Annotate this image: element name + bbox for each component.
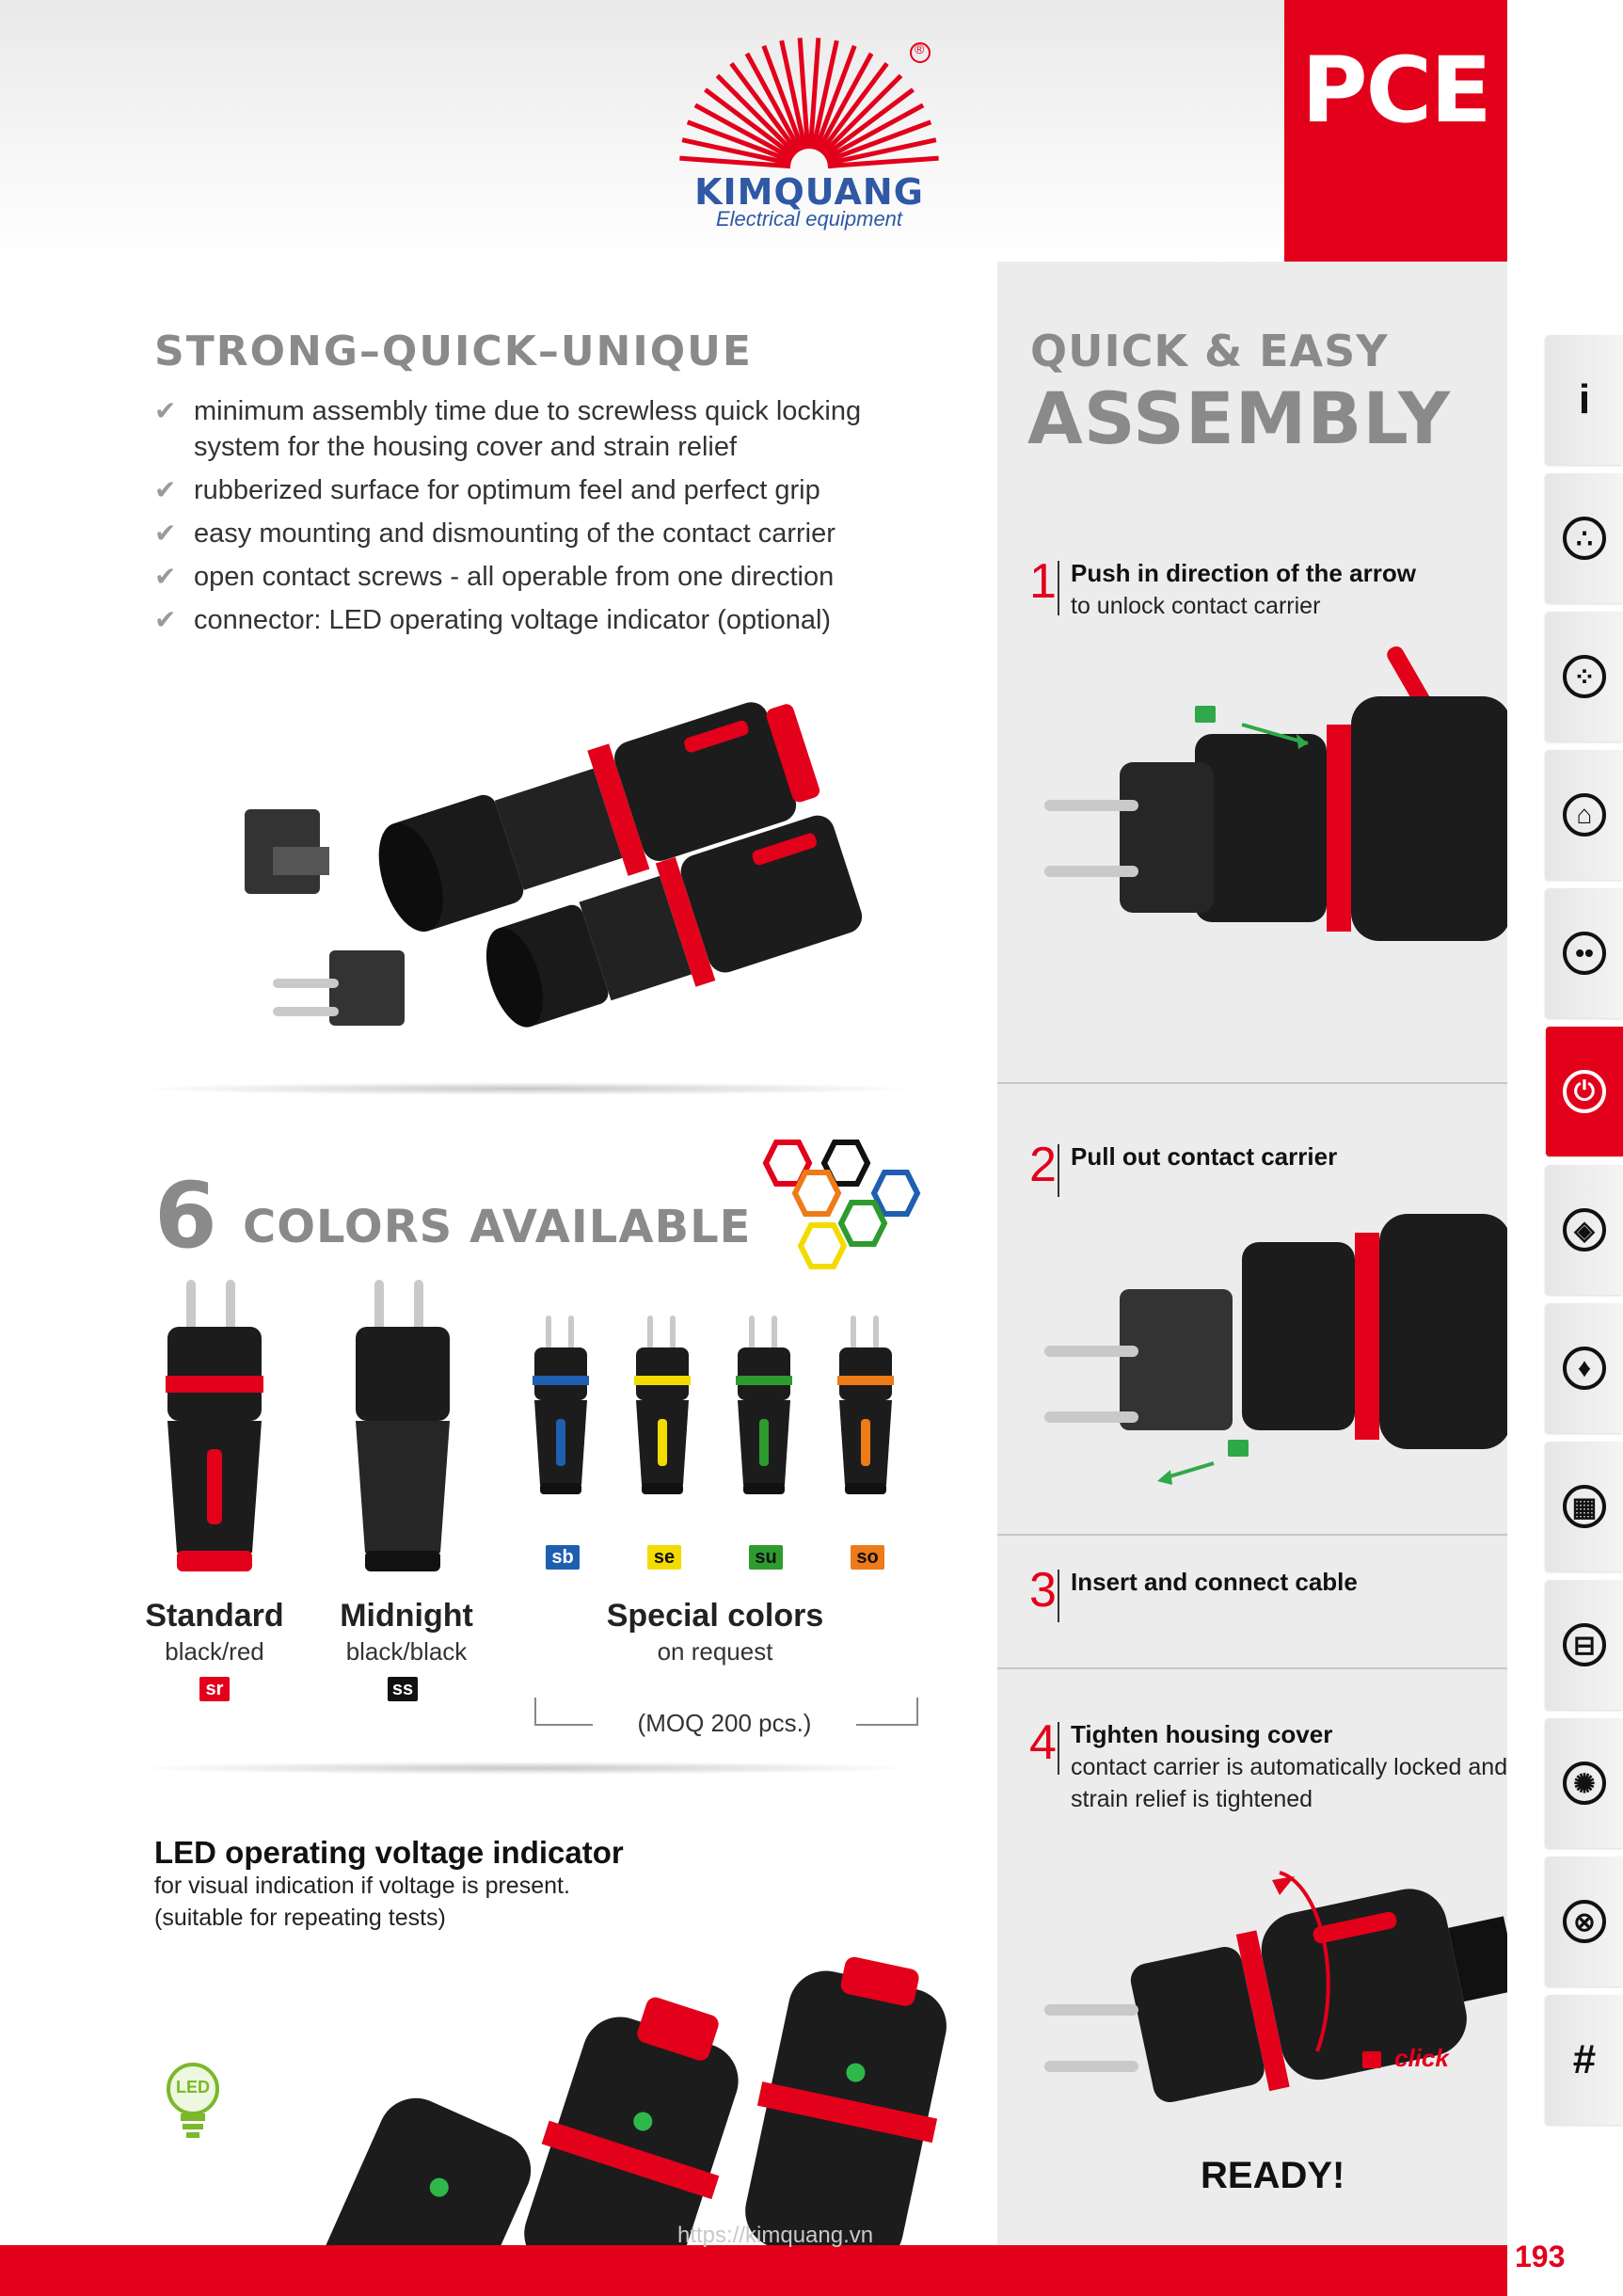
- brand-name: KIMQUANG: [694, 171, 924, 213]
- step-1-number: 1: [1029, 554, 1057, 609]
- step-4-text2: strain relief is tightened: [1071, 1786, 1313, 1812]
- feature-item: ✔ rubberized surface for optimum feel and perfect grip: [151, 472, 922, 508]
- step-1-bar: [1058, 561, 1059, 615]
- lightbulb-icon: ✺: [1563, 1762, 1606, 1805]
- code-sb: sb: [546, 1545, 580, 1570]
- color-hexagons-icon: [753, 1139, 950, 1270]
- step-2-image: [1026, 1204, 1507, 1515]
- sunburst-ray: [822, 75, 900, 153]
- assembly-title-big: ASSEMBLY: [1027, 376, 1451, 460]
- led-title: LED operating voltage indicator: [154, 1835, 624, 1870]
- schuko-socket-icon: ••: [1563, 932, 1606, 975]
- special-sub: on request: [657, 1637, 773, 1666]
- side-tab-schuko-socket[interactable]: [1546, 888, 1623, 1018]
- features-list: [151, 393, 922, 646]
- special-color-plugs-image: [527, 1315, 922, 1523]
- special-plug-se: [634, 1315, 691, 1494]
- side-tab-info[interactable]: [1546, 335, 1623, 465]
- step-divider: [997, 1534, 1507, 1536]
- features-title: STRONG–QUICK–UNIQUE: [154, 327, 753, 375]
- colors-count: 6: [154, 1163, 217, 1268]
- robot-icon: ⊗: [1563, 1900, 1606, 1943]
- step-4-text1: contact carrier is automatically locked and: [1071, 1754, 1508, 1780]
- kimquang-logo-sunburst: [668, 36, 950, 177]
- side-tab-lightbulb[interactable]: [1546, 1718, 1623, 1848]
- midnight-label: Midnight: [340, 1598, 473, 1634]
- feature-item: ✔ open contact screws - all operable from one direction: [151, 559, 922, 595]
- code-sr: sr: [199, 1677, 230, 1701]
- side-tab-shield-plug[interactable]: [1546, 1165, 1623, 1295]
- step-1-text: to unlock contact carrier: [1071, 593, 1321, 619]
- step-3-bar: [1058, 1570, 1059, 1622]
- step-1-title: Push in direction of the arrow: [1071, 559, 1416, 587]
- step-divider: [997, 1082, 1507, 1084]
- code-su: su: [749, 1545, 783, 1570]
- step-divider: [997, 1667, 1507, 1669]
- special-plug-sb: [533, 1315, 589, 1494]
- code-se: se: [647, 1545, 681, 1570]
- industrial-socket-icon: ⁘: [1563, 655, 1606, 698]
- page-number: 193: [1515, 2240, 1566, 2273]
- side-tab-industrial-socket[interactable]: [1546, 612, 1623, 741]
- section-shadow: [132, 1762, 922, 1775]
- footer-strip: [0, 2245, 1507, 2296]
- led-badge: LED: [176, 2078, 210, 2097]
- side-tab-lock-plug[interactable]: [1546, 750, 1623, 880]
- step-3-number: 3: [1029, 1563, 1057, 1618]
- step-4-number: 4: [1029, 1715, 1057, 1770]
- led-bulb-icon: [162, 2061, 224, 2145]
- standard-sub: black/red: [165, 1637, 264, 1666]
- vehicle-icon: ⊟: [1563, 1623, 1606, 1666]
- check-icon: ✔: [154, 475, 177, 504]
- check-icon: ✔: [154, 518, 177, 548]
- step-3-title: Insert and connect cable: [1071, 1568, 1358, 1596]
- click-label: click: [1394, 2044, 1449, 2072]
- standard-plug-image: [158, 1270, 271, 1590]
- ready-label: READY!: [1201, 2155, 1345, 2196]
- shield-plug-icon: ◈: [1563, 1208, 1606, 1252]
- feature-item: ✔ minimum assembly time due to screwless quick locking system for the housing cover and strain relief: [151, 393, 922, 465]
- special-plug-so: [837, 1315, 894, 1494]
- sunburst-ray: [717, 75, 795, 153]
- socket-5pin-icon: ∴: [1563, 517, 1606, 560]
- special-label: Special colors: [606, 1598, 824, 1634]
- standard-label: Standard: [145, 1598, 284, 1634]
- lock-plug-icon: ⌂: [1563, 793, 1606, 837]
- side-tab-vehicle[interactable]: [1546, 1580, 1623, 1710]
- feature-item: ✔ easy mounting and dismounting of the contact carrier: [151, 516, 922, 551]
- info-icon: i: [1578, 376, 1591, 423]
- section-shadow: [132, 1082, 922, 1095]
- code-ss: ss: [388, 1677, 418, 1701]
- step-2-number: 2: [1029, 1138, 1057, 1192]
- brand-subtitle: Electrical equipment: [715, 207, 903, 231]
- side-tab-plug-active[interactable]: [1546, 1027, 1623, 1156]
- special-plug-su: [736, 1315, 792, 1494]
- hash-icon: #: [1572, 2036, 1597, 2082]
- check-icon: ✔: [154, 605, 177, 634]
- plug-active-icon: ⏻: [1563, 1070, 1606, 1113]
- step-4-bar: [1058, 1722, 1059, 1775]
- feature-item: ✔ connector: LED operating voltage indicator (optional): [151, 602, 922, 638]
- side-tab-robot[interactable]: [1546, 1857, 1623, 1986]
- led-line2: (suitable for repeating tests): [154, 1905, 446, 1931]
- side-tab-distribution-box[interactable]: [1546, 1442, 1623, 1571]
- registered-mark: ®: [915, 41, 925, 56]
- check-icon: ✔: [154, 562, 177, 591]
- pce-tag-label: PCE: [1301, 38, 1490, 143]
- step-1-image: [1026, 640, 1507, 1016]
- code-so: so: [851, 1545, 884, 1570]
- colors-title: COLORS AVAILABLE: [243, 1201, 752, 1253]
- microphone-icon: ♦: [1563, 1347, 1606, 1390]
- check-icon: ✔: [154, 396, 177, 425]
- side-tab-microphone[interactable]: [1546, 1303, 1623, 1433]
- exploded-plug-connector-image: [216, 659, 894, 1054]
- led-connectors-image: [310, 1948, 997, 2245]
- midnight-sub: black/black: [345, 1637, 468, 1666]
- side-tab-hash[interactable]: [1546, 1995, 1623, 2125]
- midnight-plug-image: [346, 1270, 459, 1590]
- side-tab-socket-5pin[interactable]: [1546, 473, 1623, 603]
- moq-label: (MOQ 200 pcs.): [593, 1709, 856, 1738]
- distribution-box-icon: ▦: [1563, 1485, 1606, 1528]
- step-4-title: Tighten housing cover: [1071, 1720, 1333, 1748]
- led-line1: for visual indication if voltage is present.: [154, 1873, 570, 1899]
- assembly-title-small: QUICK & EASY: [1030, 326, 1389, 376]
- step-2-bar: [1058, 1144, 1059, 1197]
- footer-url: https://kimquang.vn: [677, 2223, 874, 2248]
- step-2-title: Pull out contact carrier: [1071, 1142, 1338, 1171]
